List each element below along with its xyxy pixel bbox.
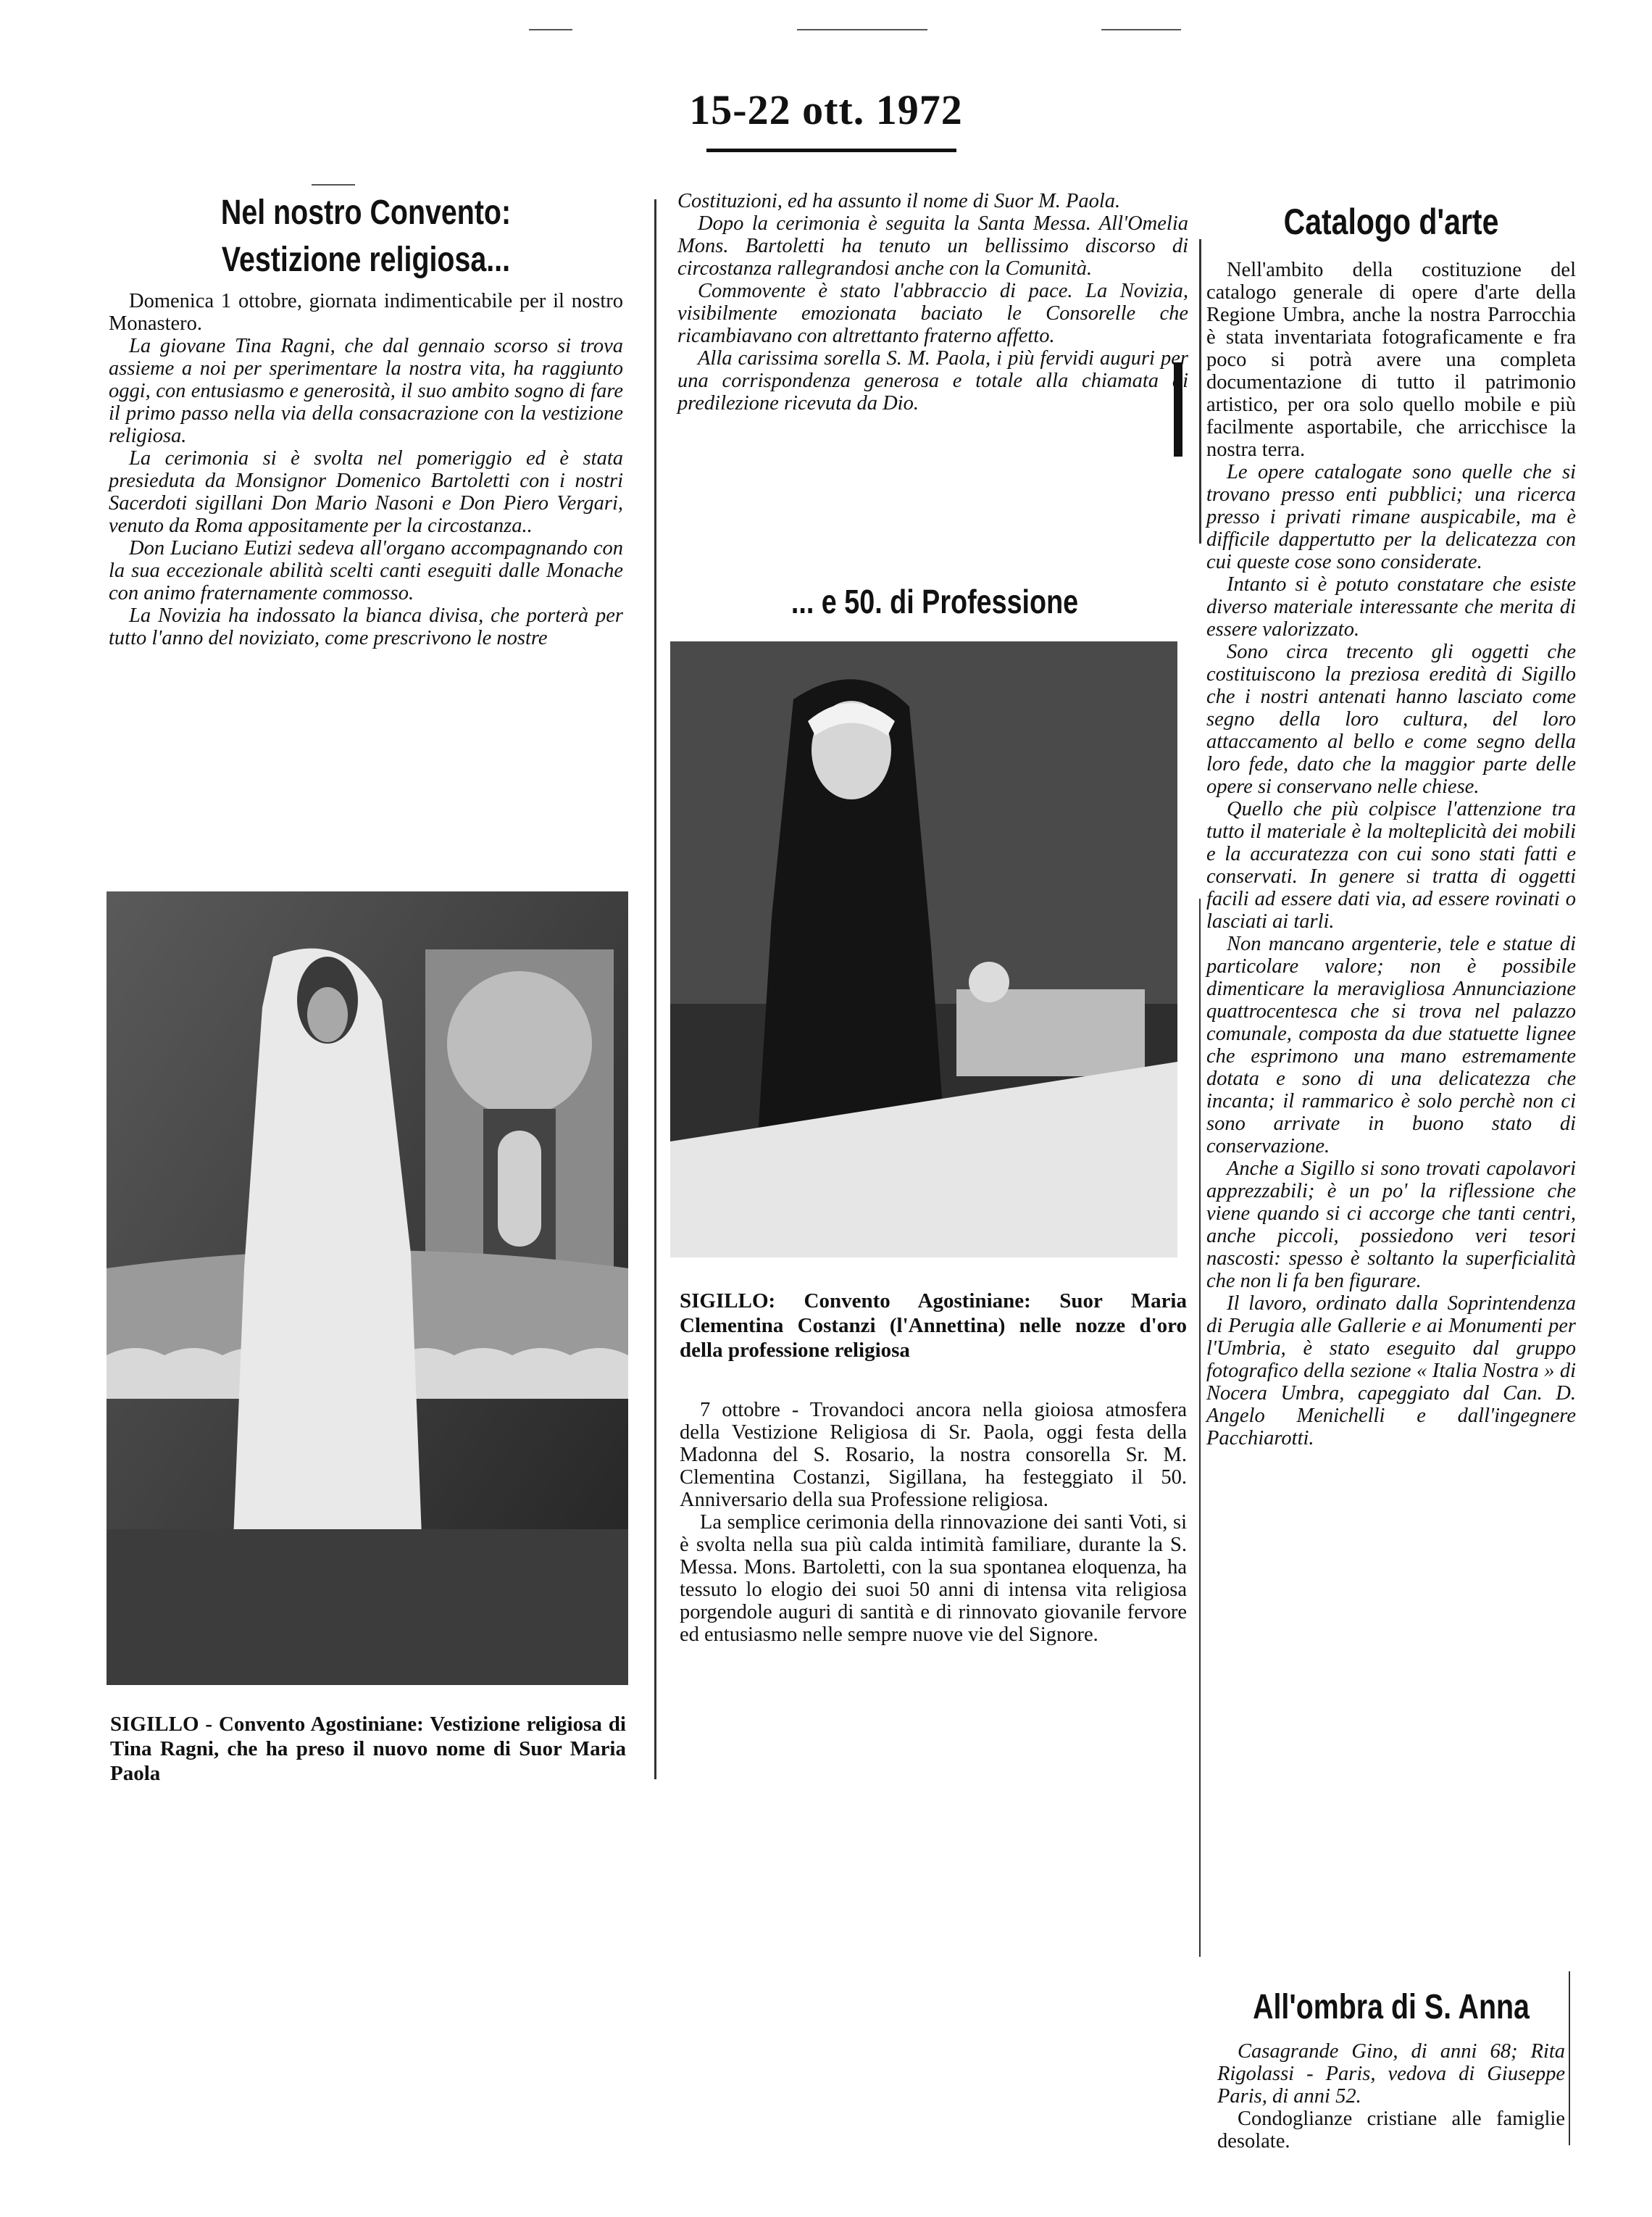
paragraph: Le opere catalogate sono quelle che si trovano presso enti pubblici; una ricerca presso i privati rimane auspicabile, ma è difficile dappertutto per la delicatezza con cui queste cose sono considerate. <box>1206 461 1576 573</box>
scan-dash <box>529 29 572 30</box>
paragraph: Anche a Sigillo si sono trovati capolavori apprezzabili; è un po' la riflessione che viene quando si ci accorge che tanti centri, anche piccoli, possiedono veri tesori nascosti: spesso è soltanto la superficialità che non li fa ben figurare. <box>1206 1157 1576 1292</box>
scan-dash <box>797 29 927 30</box>
paragraph: Commovente è stato l'abbraccio di pace. La Novizia, visibilmente emozionata baciato le Consorelle che ricambiavano con altrettanto fraterno affetto. <box>677 280 1188 347</box>
paragraph: La cerimonia si è svolta nel pomeriggio ed è stata presieduta da Monsignor Domenico Bartoletti con i nostri Sacerdoti sigillani Don Mario Nasoni e Don Piero Vergari, venuto da Roma appositamente per la circostanza.. <box>109 447 623 537</box>
scan-dash <box>312 184 355 186</box>
paragraph: Il lavoro, ordinato dalla Soprintendenza di Perugia alle Gallerie e ai Monumenti per l'Umbria, è stato eseguito dal gruppo fotografico della sezione « Italia Nostra » di Nocera Umbra, capeggiato dal Can. D. Angelo Menichelli e dall'ingegnere Pacchiarotti. <box>1206 1292 1576 1449</box>
paragraph: Intanto si è potuto constatare che esiste diverso materiale interessante che merita di essere valorizzato. <box>1206 573 1576 641</box>
article-catalogo <box>1206 199 1576 1449</box>
article-obituary <box>1217 2040 1565 2152</box>
column-divider <box>1199 899 1201 1957</box>
column-divider <box>654 199 656 1779</box>
article-title: All'ombra di S. Anna <box>1253 1988 1530 2026</box>
paragraph: Non mancano argenterie, tele e statue di particolare valore; non è possibile dimenticare la meravigliosa Annunciazione quattrocentesca che si trova nel palazzo comunale, composta da due statuette lignee che esprimono una mano estremamente dotata e sono di una delicatezza che incanta; il rammarico è solo perchè non ci sono arrivate in buono stato di conservazione. <box>1206 933 1576 1157</box>
paragraph: Condoglianze cristiane alle famiglie desolate. <box>1217 2108 1565 2152</box>
article-title: ... e 50. di Professione <box>790 583 1079 620</box>
paragraph: Dopo la cerimonia è seguita la Santa Messa. All'Omelia Mons. Bartoletti ha tenuto un bellissimo discorso di circostanza rallegrandosi anche con la Comunità. <box>677 212 1188 280</box>
paragraph: Casagrande Gino, di anni 68; Rita Rigolassi - Paris, vedova di Giuseppe Paris, di anni 52. <box>1217 2040 1565 2108</box>
photo-image <box>670 641 1177 1257</box>
article-professione <box>680 1399 1187 1646</box>
paragraph: Quello che più colpisce l'attenzione tra tutto il materiale è la molteplicità dei mobili e la accuratezza con cui sono stati fatti e conservati. In genere si tratta di oggetti facili ad essere dati via, ad essere rovinati o lasciati ai tarli. <box>1206 798 1576 933</box>
paragraph: La giovane Tina Ragni, che dal gennaio scorso si trova assieme a noi per sperimentare la nostra vita, ha raggiunto oggi, con entusiasmo e generosità, il suo ambito sogno di fare il primo passo nella via della consacrazione con la vestizione religiosa. <box>109 335 623 447</box>
article-vestizione-continued <box>677 190 1188 415</box>
photo-professione <box>670 641 1177 1257</box>
article-title: Catalogo d'arte <box>1283 201 1499 242</box>
paragraph: Costituzioni, ed ha assunto il nome di Suor M. Paola. <box>677 190 1121 212</box>
issue-date: 15-22 ott. 1972 <box>689 86 963 133</box>
paragraph: Sono circa trecento gli oggetti che costituiscono la preziosa eredità di Sigillo che i nostri antenati hanno lasciato come segno della loro cultura, del loro attaccamento al bello e come segno della loro fede, dato che la maggior parte delle opere si conservano nelle chiese. <box>1206 641 1576 798</box>
photo-caption: SIGILLO: Convento Agostiniane: Suor Maria Clementina Costanzi (l'Annettina) nelle nozze d'oro della professione religiosa <box>680 1289 1187 1362</box>
photo-caption: SIGILLO - Convento Agostiniane: Vestizione religiosa di Tina Ragni, che ha preso il nuovo nome di Suor Maria Paola <box>110 1713 626 1785</box>
paragraph: La Novizia ha indossato la bianca divisa, che porterà per tutto l'anno del noviziato, come prescrivono le nostre <box>109 604 623 649</box>
article-vestizione <box>109 190 623 649</box>
photo-image <box>107 891 628 1685</box>
paragraph: La semplice cerimonia della rinnovazione dei santi Voti, si è svolta nella sua più calda intimità familiare, durante la S. Messa. Mons. Bartoletti, con la sua spontanea eloquenza, ha tessuto lo elogio dei suoi 50 anni di intensa vita religiosa porgendole auguri di santità e di rinnovato giovanile fervore ed entusiasmo nelle sempre nuove vie del Signore. <box>680 1511 1187 1646</box>
date-underline <box>706 149 956 152</box>
paragraph: Don Luciano Eutizi sedeva all'organo accompagnando con la sua eccezionale abilità scelti canti eseguiti dalle Monache con animo fraternamente commosso. <box>109 537 623 604</box>
article-title: Vestizione religiosa... <box>221 241 511 279</box>
paragraph: Domenica 1 ottobre, giornata indimenticabile per il nostro Monastero. <box>109 290 623 335</box>
paragraph: Alla carissima sorella S. M. Paola, i più fervidi auguri per una corrispondenza generosa e totale alla chiamata di predilezione ricevuta da Dio. <box>677 347 1188 415</box>
scan-dash <box>1101 29 1181 30</box>
paragraph: 7 ottobre - Trovandoci ancora nella gioiosa atmosfera della Vestizione Religiosa di Sr. Paola, oggi festa della Madonna del S. Rosario, la nostra consorella Sr. M. Clementina Costanzi, Sigillana, ha festeggiato il 50. Anniversario della sua Professione religiosa. <box>680 1399 1187 1511</box>
article-title: Nel nostro Convento: <box>220 194 512 232</box>
column-divider <box>1199 239 1201 544</box>
photo-vestizione <box>107 891 628 1685</box>
column-divider <box>1569 1971 1570 2145</box>
paragraph: Nell'ambito della costituzione del catalogo generale di opere d'arte della Regione Umbra, anche la nostra Parrocchia è stata inventariata fotograficamente e fra poco si potrà avere una completa documentazione di tutto il patrimonio artistico, per ora solo quello mobile e più facilmente asportabile, che arricchisce la nostra terra. <box>1206 259 1576 461</box>
